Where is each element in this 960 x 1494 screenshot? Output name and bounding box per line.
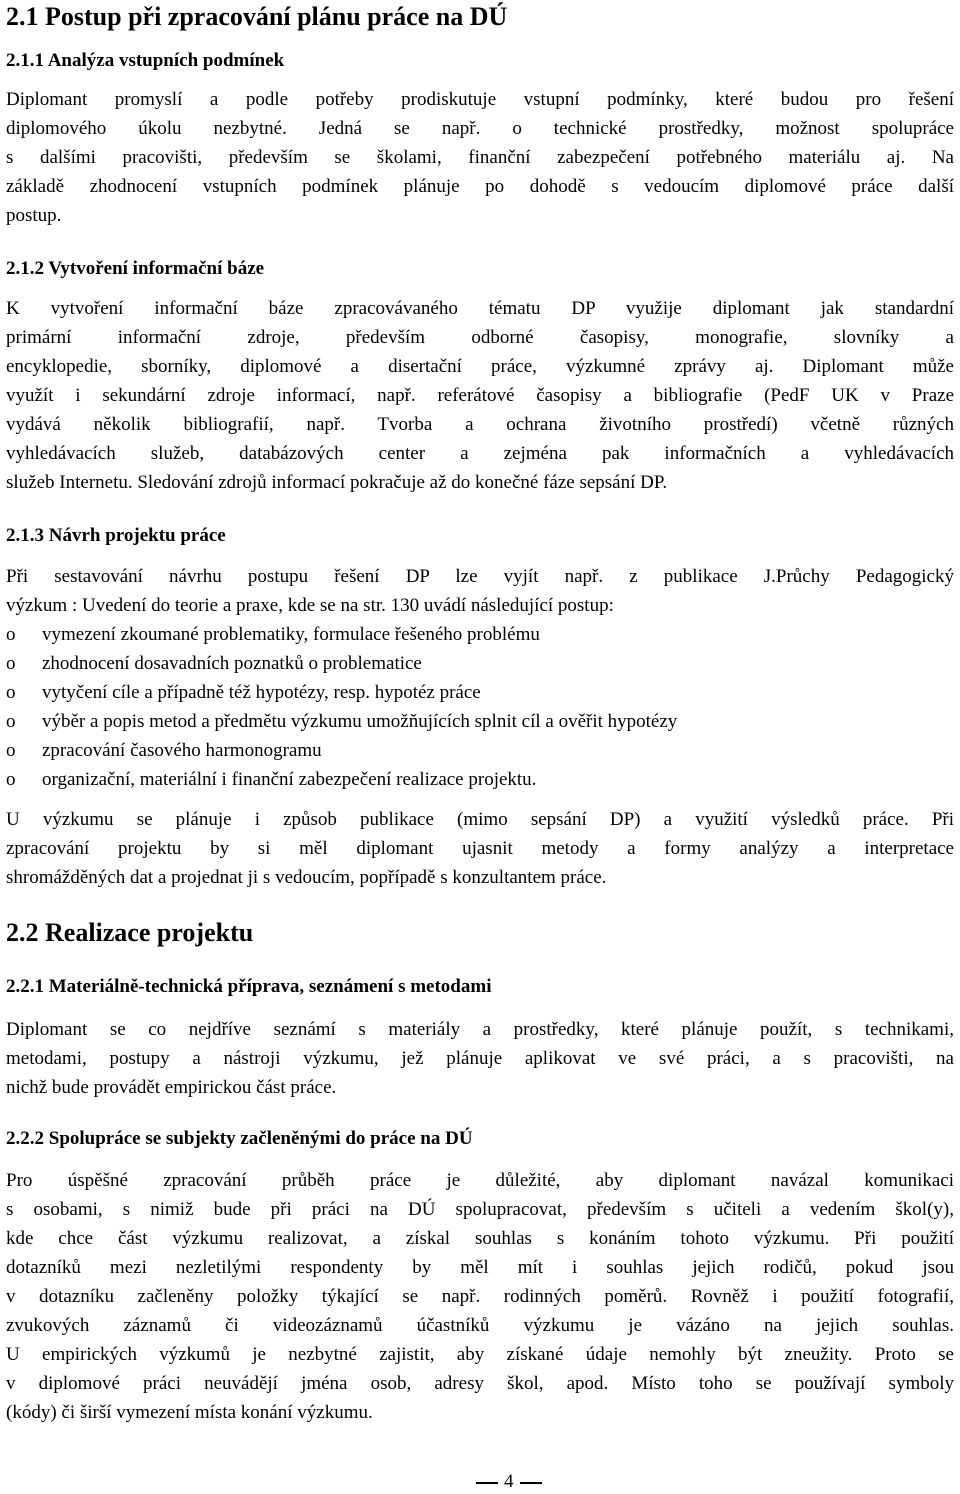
paragraph-line: U empirických výzkumů je nezbytné zajistit, aby získané údaje nemohly být zneužity. Proto se — [6, 1344, 954, 1365]
page-number — [470, 1470, 548, 1494]
paragraph-line: základě zhodnocení vstupních podmínek plánuje po dohodě s vedoucím diplomové práce další — [6, 176, 954, 197]
paragraph-line: v diplomové práci neuvádějí jména osob, adresy škol, apod. Místo toho se používají symboly — [6, 1373, 954, 1394]
paragraph-line: zpracování projektu by si měl diplomant ujasnit metody a formy analýzy a interpretace — [6, 838, 954, 859]
list-item-text: zhodnocení dosavadních poznatků o problematice — [42, 653, 422, 674]
list-item-text: zpracování časového harmonogramu — [42, 740, 322, 761]
paragraph-line: nichž bude provádět empirickou část práce. — [6, 1077, 337, 1098]
paragraph-line: služeb Internetu. Sledování zdrojů informací pokračuje až do konečné fáze sepsání DP. — [6, 472, 668, 493]
paragraph-line: využít i sekundární zdroje informací, např. referátové časopisy a bibliografie (PedF UK v Praze — [6, 385, 954, 406]
paragraph-line: Při sestavování návrhu postupu řešení DP lze vyjít např. z publikace J.Průchy Pedagogický — [6, 566, 954, 587]
heading-2-1-1: 2.1.1 Analýza vstupních podmínek — [6, 50, 285, 71]
list-bullet: o — [6, 711, 16, 732]
list-item — [6, 708, 677, 736]
list-bullet: o — [6, 653, 16, 674]
list-item — [6, 679, 481, 707]
paragraph-line: výzkum : Uvedení do teorie a praxe, kde se na str. 130 uvádí následující postup: — [6, 595, 614, 616]
paragraph-line: kde chce část výzkumu realizovat, a získal souhlas s konáním tohoto výzkumu. Při použití — [6, 1228, 954, 1249]
dash-decoration — [520, 1482, 542, 1484]
list-bullet: o — [6, 624, 16, 645]
list-bullet: o — [6, 740, 16, 761]
paragraph-line: postup. — [6, 205, 62, 226]
paragraph-line: Diplomant se co nejdříve seznámí s materiály a prostředky, které plánuje použít, s technikami, — [6, 1019, 954, 1040]
list-item — [6, 766, 536, 794]
paragraph-line: primární informační zdroje, především odborné časopisy, monografie, slovníky a — [6, 327, 954, 348]
heading-2-1-2: 2.1.2 Vytvoření informační báze — [6, 258, 265, 279]
paragraph-line: v dotazníku začleněny položky týkající se např. rodinných poměrů. Rovněž i použití fotografií, — [6, 1286, 954, 1307]
heading-2-2-2: 2.2.2 Spolupráce se subjekty začleněnými do práce na DÚ — [6, 1128, 473, 1149]
list-item — [6, 621, 540, 649]
paragraph-line: metodami, postupy a nástroji výzkumu, jež plánuje aplikovat ve své práci, a s pracovišti, na — [6, 1048, 954, 1069]
page-number-value: 4 — [504, 1471, 514, 1492]
heading-2-1: 2.1 Postup při zpracování plánu práce na DÚ — [6, 2, 508, 31]
paragraph-line: s dalšími pracovišti, především se školami, finanční zabezpečení potřebného materiálu aj. Na — [6, 147, 954, 168]
paragraph-line: encyklopedie, sborníky, diplomové a disertační práce, výzkumné zprávy aj. Diplomant může — [6, 356, 954, 377]
paragraph-line: Diplomant promyslí a podle potřeby prodiskutuje vstupní podmínky, které budou pro řešení — [6, 89, 954, 110]
list-bullet: o — [6, 682, 16, 703]
list-item-text: vymezení zkoumané problematiky, formulace řešeného problému — [42, 624, 540, 645]
paragraph-line: Pro úspěšné zpracování průběh práce je důležité, aby diplomant navázal komunikaci — [6, 1170, 954, 1191]
list-item — [6, 650, 422, 678]
list-item-text: organizační, materiální i finanční zabezpečení realizace projektu. — [42, 769, 537, 790]
paragraph-line: K vytvoření informační báze zpracovávaného tématu DP využije diplomant jak standardní — [6, 298, 954, 319]
paragraph-line: (kódy) či širší vymezení místa konání výzkumu. — [6, 1402, 373, 1423]
list-item-text: vytyčení cíle a případně též hypotézy, resp. hypotéz práce — [42, 682, 481, 703]
heading-2-1-3: 2.1.3 Návrh projektu práce — [6, 525, 226, 546]
list-item-text: výběr a popis metod a předmětu výzkumu umožňujících splnit cíl a ověřit hypotézy — [42, 711, 678, 732]
paragraph-line: shromážděných dat a projednat ji s vedoucím, popřípadě s konzultantem práce. — [6, 867, 607, 888]
paragraph-line: s osobami, s nimiž bude při práci na DÚ spolupracovat, především s učiteli a vedením škol(y), — [6, 1199, 954, 1220]
list-item — [6, 737, 322, 765]
paragraph-line: U výzkumu se plánuje i způsob publikace (mimo sepsání DP) a využití výsledků práce. Při — [6, 809, 954, 830]
paragraph-line: vydává několik bibliografií, např. Tvorba a ochrana životního prostředí) včetně různých — [6, 414, 954, 435]
heading-2-2-1: 2.2.1 Materiálně-technická příprava, seznámení s metodami — [6, 976, 492, 997]
paragraph-line: vyhledávacích služeb, databázových center a zejména pak informačních a vyhledávacích — [6, 443, 954, 464]
paragraph-line: zvukových záznamů či videozáznamů účastníků výzkumu je vázáno na jejich souhlas. — [6, 1315, 954, 1336]
list-bullet: o — [6, 769, 16, 790]
paragraph-line: diplomového úkolu nezbytné. Jedná se např. o technické prostředky, možnost spolupráce — [6, 118, 954, 139]
dash-decoration — [476, 1482, 498, 1484]
paragraph-line: dotazníků mezi nezletilými respondenty by měl mít i souhlas jejich rodičů, pokud jsou — [6, 1257, 954, 1278]
heading-2-2: 2.2 Realizace projektu — [6, 918, 254, 947]
